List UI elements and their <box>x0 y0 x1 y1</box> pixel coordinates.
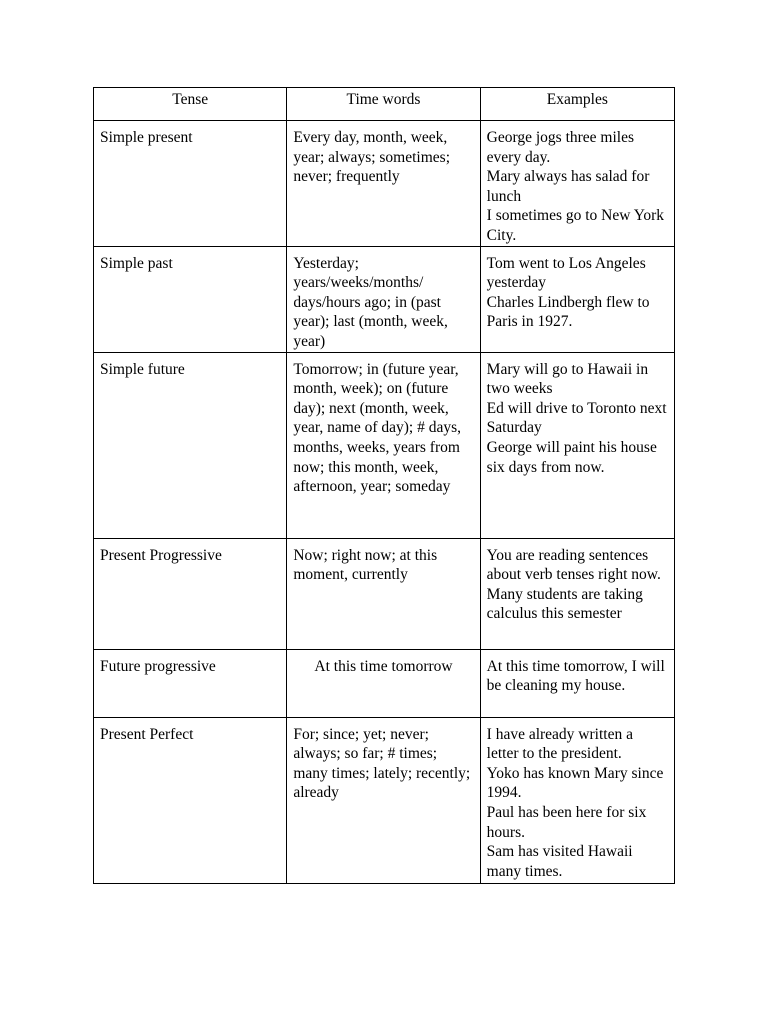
tense-cell: Simple present <box>94 121 287 247</box>
tense-cell: Present Perfect <box>94 717 287 883</box>
tense-cell: Simple past <box>94 246 287 352</box>
examples-cell <box>480 352 674 538</box>
example-sentence: Ed will drive to Toronto next Saturday <box>486 399 667 437</box>
example-sentence: Tom went to Los Angeles yesterday <box>486 254 646 292</box>
example-sentence: Charles Lindbergh flew to Paris in 1927. <box>486 293 650 331</box>
time-words-cell: Every day, month, week, year; always; sometimes; never; frequently <box>287 121 480 247</box>
example-sentence: I sometimes go to New York City. <box>486 207 665 244</box>
time-words-cell: At this time tomorrow <box>287 649 480 717</box>
time-words-cell: Yesterday; years/weeks/months/ days/hours ago; in (past year); last (month, week, year) <box>287 246 480 352</box>
example-sentence: At this time tomorrow, I will be cleaning my house. <box>486 657 665 695</box>
example-sentence: Mary always has salad for lunch <box>486 168 650 205</box>
example-sentence: Yoko has known Mary since 1994. <box>486 764 664 802</box>
table-header-row <box>94 88 675 121</box>
example-sentence: You are reading sentences about verb tenses right now. <box>486 546 661 584</box>
example-sentence: I have already written a letter to the president. <box>486 725 633 763</box>
time-words-cell: Now; right now; at this moment, currently <box>287 538 480 649</box>
example-sentence: Mary will go to Hawaii in two weeks <box>486 360 649 398</box>
examples-cell <box>480 538 674 649</box>
example-sentence: George jogs three miles every day. <box>486 129 635 166</box>
table-row <box>94 121 675 247</box>
examples-cell <box>480 121 674 247</box>
time-words-cell: Tomorrow; in (future year, month, week); on (future day); next (month, week, year, name of day); # days, months, weeks, years from now; this month, week, afternoon, year; someday <box>287 352 480 538</box>
table-row <box>94 246 675 352</box>
header-time-words: Time words <box>287 88 480 121</box>
header-examples: Examples <box>480 88 674 121</box>
example-sentence: George will paint his house six days from now. <box>486 438 657 476</box>
tense-cell: Simple future <box>94 352 287 538</box>
header-tense: Tense <box>94 88 287 121</box>
table-row <box>94 352 675 538</box>
example-sentence: Paul has been here for six hours. <box>486 803 647 841</box>
time-words-cell: For; since; yet; never; always; so far; # times; many times; lately; recently; already <box>287 717 480 883</box>
tense-cell: Present Progressive <box>94 538 287 649</box>
examples-cell <box>480 717 674 883</box>
examples-cell <box>480 246 674 352</box>
table-row <box>94 649 675 717</box>
table-row <box>94 717 675 883</box>
tense-cell: Future progressive <box>94 649 287 717</box>
verb-tense-table <box>93 87 675 884</box>
example-sentence: Sam has visited Hawaii many times. <box>486 843 633 880</box>
table-row <box>94 538 675 649</box>
examples-cell <box>480 649 674 717</box>
example-sentence: Many students are taking calculus this semester <box>486 585 643 623</box>
